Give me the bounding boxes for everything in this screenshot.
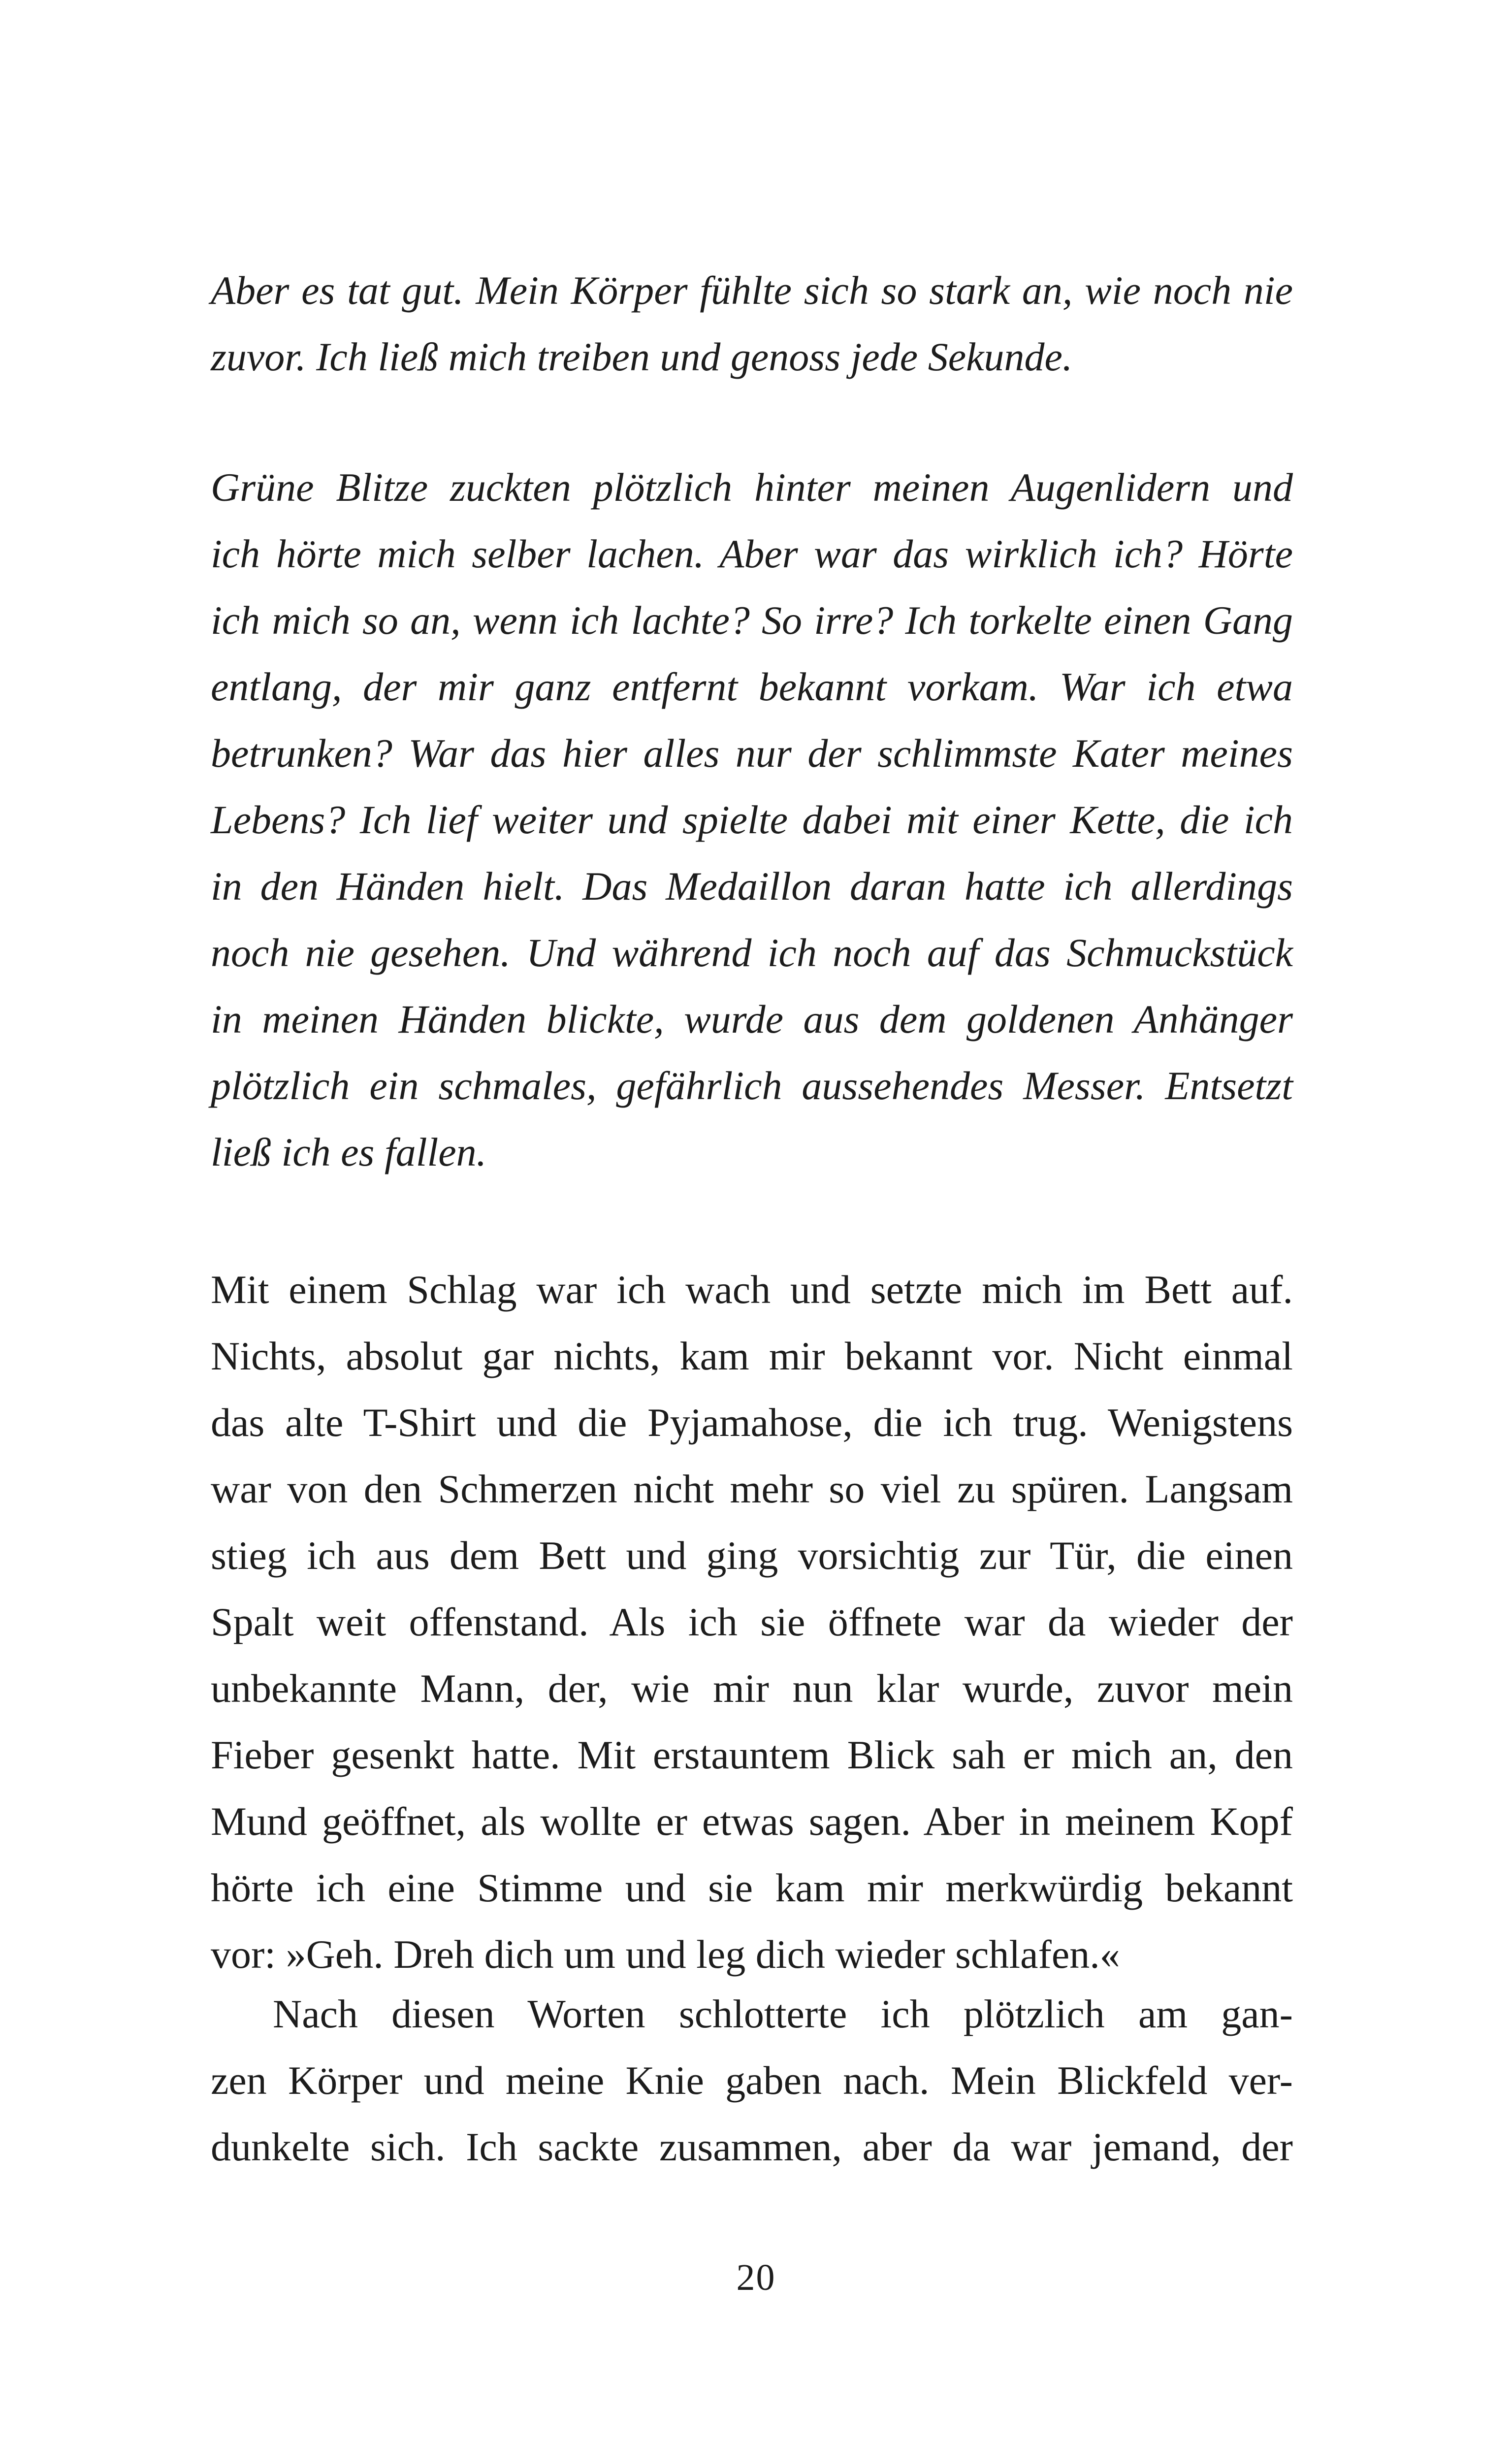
text-line: Grüne Blitze zuckten plötzlich hinter meinen Augenlidern und (211, 465, 1293, 510)
italic-paragraph-dream-1 (211, 257, 1293, 390)
text-line: vor: »Geh. Dreh dich um und leg dich wieder schlafen.« (211, 1932, 1120, 1977)
text-line: Nichts, absolut gar nichts, kam mir bekannt vor. Nicht einmal (211, 1334, 1293, 1378)
text-line: Nach diesen Worten schlotterte ich plötzlich am gan- (273, 1991, 1293, 2036)
italic-paragraph-dream-2 (211, 454, 1293, 1185)
text-line: Lebens? Ich lief weiter und spielte dabei mit einer Kette, die ich (211, 797, 1293, 842)
text-line: hörte ich eine Stimme und sie kam mir merkwürdig bekannt (211, 1865, 1293, 1910)
text-line: unbekannte Mann, der, wie mir nun klar wurde, zuvor mein (211, 1666, 1293, 1711)
text-line: stieg ich aus dem Bett und ging vorsichtig zur Tür, die einen (211, 1533, 1293, 1578)
text-line: Mund geöffnet, als wollte er etwas sagen. Aber in meinem Kopf (211, 1799, 1293, 1844)
text-line: Aber es tat gut. Mein Körper fühlte sich so stark an, wie noch nie (211, 268, 1293, 313)
text-line: ließ ich es fallen. (211, 1130, 487, 1174)
text-line: in meinen Händen blickte, wurde aus dem goldenen Anhänger (211, 997, 1293, 1042)
paragraph-wake-2 (211, 1981, 1293, 2180)
text-line: in den Händen hielt. Das Medaillon daran hatte ich allerdings (211, 864, 1293, 909)
text-line: entlang, der mir ganz entfernt bekannt vorkam. War ich etwa (211, 664, 1293, 709)
text-line: war von den Schmerzen nicht mehr so viel zu spüren. Langsam (211, 1466, 1293, 1511)
text-line: ich mich so an, wenn ich lachte? So irre? Ich torkelte einen Gang (211, 598, 1293, 643)
text-line: ich hörte mich selber lachen. Aber war das wirklich ich? Hörte (211, 531, 1293, 576)
page-number: 20 (736, 2257, 776, 2298)
text-line: zen Körper und meine Knie gaben nach. Mein Blickfeld ver- (211, 2058, 1293, 2103)
text-line: zuvor. Ich ließ mich treiben und genoss jede Sekunde. (211, 334, 1073, 379)
paragraph-wake-1 (211, 1256, 1293, 1987)
text-line: plötzlich ein schmales, gefährlich aussehendes Messer. Entsetzt (211, 1063, 1293, 1108)
text-line: das alte T-Shirt und die Pyjamahose, die ich trug. Wenigstens (211, 1400, 1293, 1445)
text-line: betrunken? War das hier alles nur der schlimmste Kater meines (211, 731, 1293, 776)
text-line: Mit einem Schlag war ich wach und setzte mich im Bett auf. (211, 1267, 1293, 1312)
text-line: noch nie gesehen. Und während ich noch auf das Schmuckstück (211, 930, 1293, 975)
text-line: Spalt weit offenstand. Als ich sie öffnete war da wieder der (211, 1599, 1293, 1644)
text-line: Fieber gesenkt hatte. Mit erstauntem Blick sah er mich an, den (211, 1732, 1293, 1777)
text-line: dunkelte sich. Ich sackte zusammen, aber da war jemand, der (211, 2124, 1293, 2169)
